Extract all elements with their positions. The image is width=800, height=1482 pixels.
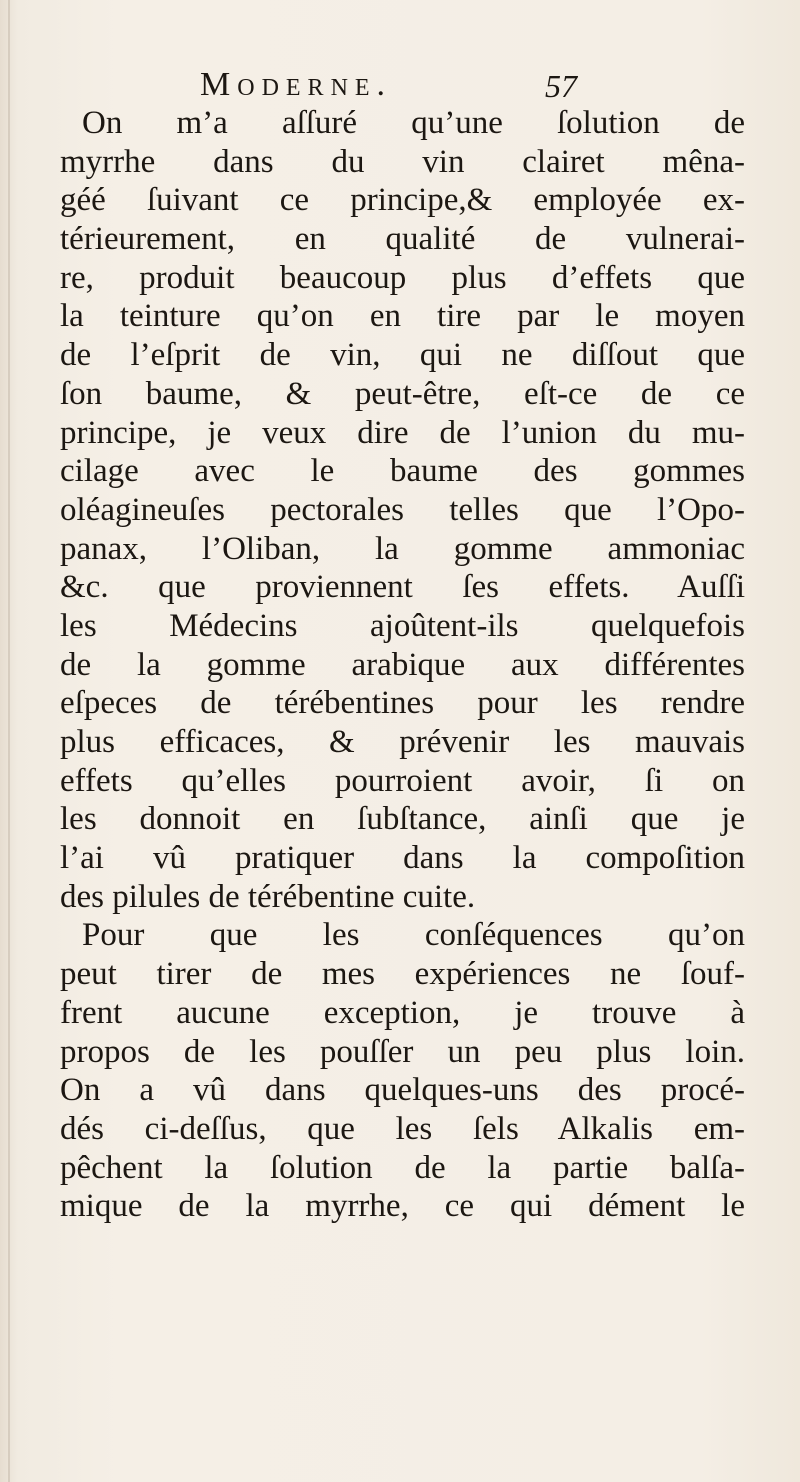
text-line: On m’a aſſuré qu’une ſolution de <box>82 105 745 141</box>
text-line: frent aucune exception, je trouve à <box>60 994 745 1031</box>
body-text <box>60 104 745 1226</box>
text-line: &c. que proviennent ſes effets. Auſſi <box>60 569 745 606</box>
text-line: les donnoit en ſubſtance, ainſi que je <box>60 801 745 838</box>
text-line: ſon baume, & peut-être, eſt-ce de ce <box>60 375 745 412</box>
text-line: de la gomme arabique aux différentes <box>60 646 745 683</box>
text-line: les Médecins ajoûtent-ils quelquefois <box>60 607 745 644</box>
text-line: principe, je veux dire de l’union du mu- <box>60 414 745 451</box>
text-line: peut tirer de mes expériences ne ſouf- <box>60 956 745 993</box>
text-line: effets qu’elles pourroient avoir, ſi on <box>60 762 745 799</box>
text-line: panax, l’Oliban, la gomme ammoniac <box>60 530 745 567</box>
text-line: oléagineuſes pectorales telles que l’Opo- <box>60 491 745 528</box>
text-line: mique de la myrrhe, ce qui dément le <box>60 1188 745 1225</box>
text-line: re, produit beaucoup plus d’effets que <box>60 259 745 296</box>
text-line: térieurement, en qualité de vulnerai- <box>60 221 745 258</box>
text-line: la teinture qu’on en tire par le moyen <box>60 298 745 335</box>
text-line: eſpeces de térébentines pour les rendre <box>60 685 745 722</box>
page-gutter-shadow <box>8 0 10 1482</box>
text-line: dés ci-deſſus, que les ſels Alkalis em- <box>60 1110 745 1147</box>
text-line: de l’eſprit de vin, qui ne diſſout que <box>60 337 745 374</box>
running-head: Moderne. <box>200 66 393 103</box>
text-line: l’ai vû pratiquer dans la compoſition <box>60 840 745 877</box>
text-line: plus efficaces, & prévenir les mauvais <box>60 724 745 760</box>
page-number: 57 <box>545 68 577 104</box>
text-line: myrrhe dans du vin clairet mêna- <box>60 143 745 180</box>
text-line: Pour que les conſéquences qu’on <box>82 917 745 954</box>
text-line: propos de les pouſſer un peu plus loin. <box>60 1033 745 1070</box>
text-line: des pilules de térébentine cuite. <box>60 878 476 915</box>
text-line: pêchent la ſolution de la partie balſa- <box>60 1149 745 1186</box>
text-line: géé ſuivant ce principe,& employée ex- <box>60 182 745 219</box>
text-line: cilage avec le baume des gommes <box>60 453 745 490</box>
text-line: On a vû dans quelques-uns des procé- <box>60 1072 745 1109</box>
